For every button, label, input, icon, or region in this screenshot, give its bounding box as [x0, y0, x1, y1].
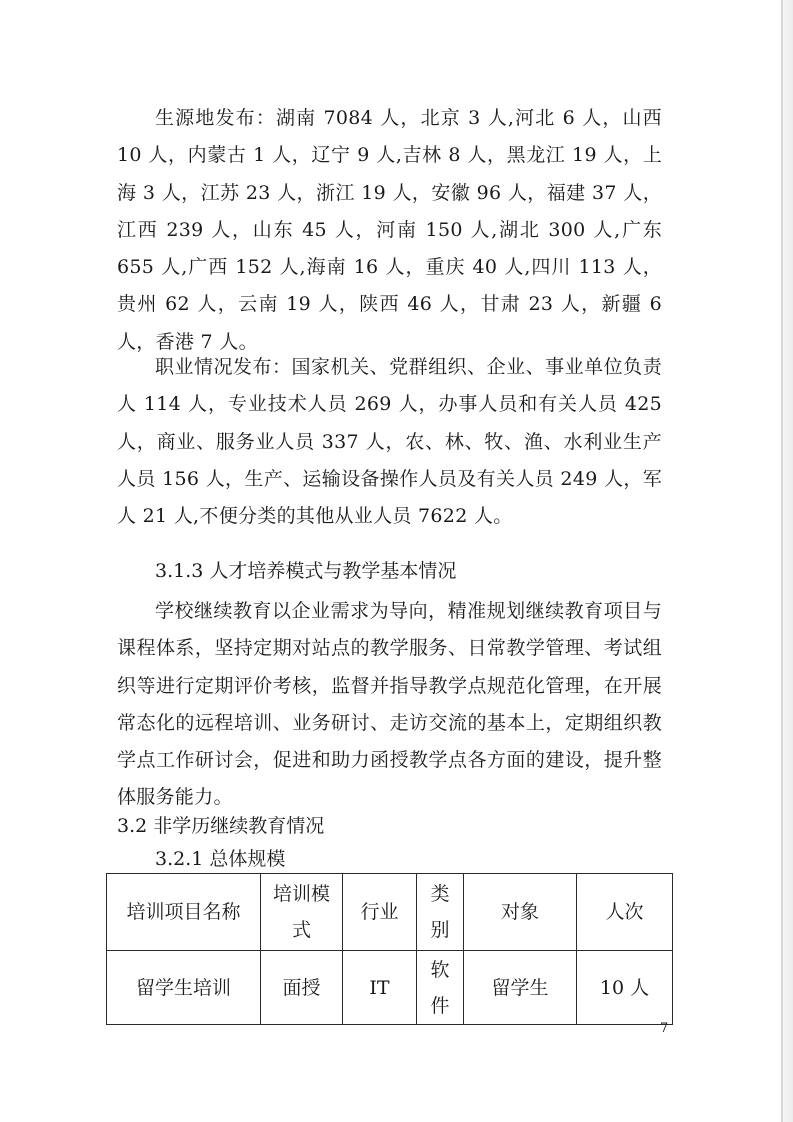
header-training-mode-line2: 式: [291, 919, 311, 941]
cell-count: 10 人: [577, 951, 673, 1025]
header-training-mode-line1: 培训模: [272, 883, 330, 905]
source-paragraph-block: [117, 100, 662, 361]
training-model-paragraph: 学校继续教育以企业需求为导向，精准规划继续教育项目与课程体系，坚持定期对站点的教学服务、日常教学管理、考试组织等进行定期评价考核，监督并指导教学点规范化管理，在开展常态化的远程培训、业务研讨、走访交流的基本上，定期组织教学点工作研讨会，促进和助力函授教学点各方面的建设，提升整体服务能力。: [117, 600, 662, 809]
header-category-line1: 类: [430, 883, 450, 905]
training-scale-table: [106, 873, 673, 1025]
header-count: 人次: [577, 874, 673, 951]
cell-category-line1: 软: [430, 958, 450, 981]
table-row: [107, 951, 673, 1025]
section-heading-3-2: 3.2 非学历继续教育情况: [117, 815, 325, 837]
header-category: [417, 874, 464, 951]
career-distribution-paragraph: 职业情况发布：国家机关、党群组织、企业、事业单位负责人 114 人，专业技术人员 269 人，办事人员和有关人员 425 人，商业、服务业人员 337 人，农、林、牧、渔、水利业生产人员 156 人，生产、运输设备操作人员及有关人员 249 人，军人 21 人,不便分类的其他从业人员 7622 人。: [117, 356, 662, 528]
header-training-mode: [261, 874, 343, 951]
cell-category-line2: 件: [430, 994, 450, 1017]
cell-training-mode: 面授: [261, 951, 343, 1025]
section-heading-3-2-1: 3.2.1 总体规模: [155, 848, 286, 870]
cell-industry: IT: [343, 951, 417, 1025]
cell-target: 留学生: [464, 951, 577, 1025]
model-paragraph-block: [117, 593, 662, 817]
section-heading-3-1-3: 3.1.3 人才培养模式与教学基本情况: [155, 560, 457, 582]
scan-border: [783, 0, 793, 1122]
header-project-name: 培训项目名称: [107, 874, 261, 951]
cell-category: [417, 951, 464, 1025]
cell-project-name: 留学生培训: [107, 951, 261, 1025]
table-header-row: [107, 874, 673, 951]
page-number: 7: [660, 1021, 669, 1036]
career-paragraph-block: [117, 349, 662, 535]
header-industry: 行业: [343, 874, 417, 951]
source-distribution-paragraph: 生源地发布：湖南 7084 人，北京 3 人,河北 6 人，山西 10 人，内蒙古 1 人，辽宁 9 人,吉林 8 人，黑龙江 19 人，上海 3 人，江苏 23 人，浙江 19 人，安徽 96 人，福建 37 人，江西 239 人，山东 45 人，河南 150 人,湖北 300 人,广东 655 人,广西 152 人,海南 16 人，重庆 40 人,四川 113 人，贵州 62 人，云南 19 人，陕西 46 人，甘肃 23 人，新疆 6 人，香港 7 人。: [117, 107, 662, 353]
scan-edge-line: [781, 0, 783, 1122]
header-category-line2: 别: [430, 919, 450, 941]
header-target: 对象: [464, 874, 577, 951]
